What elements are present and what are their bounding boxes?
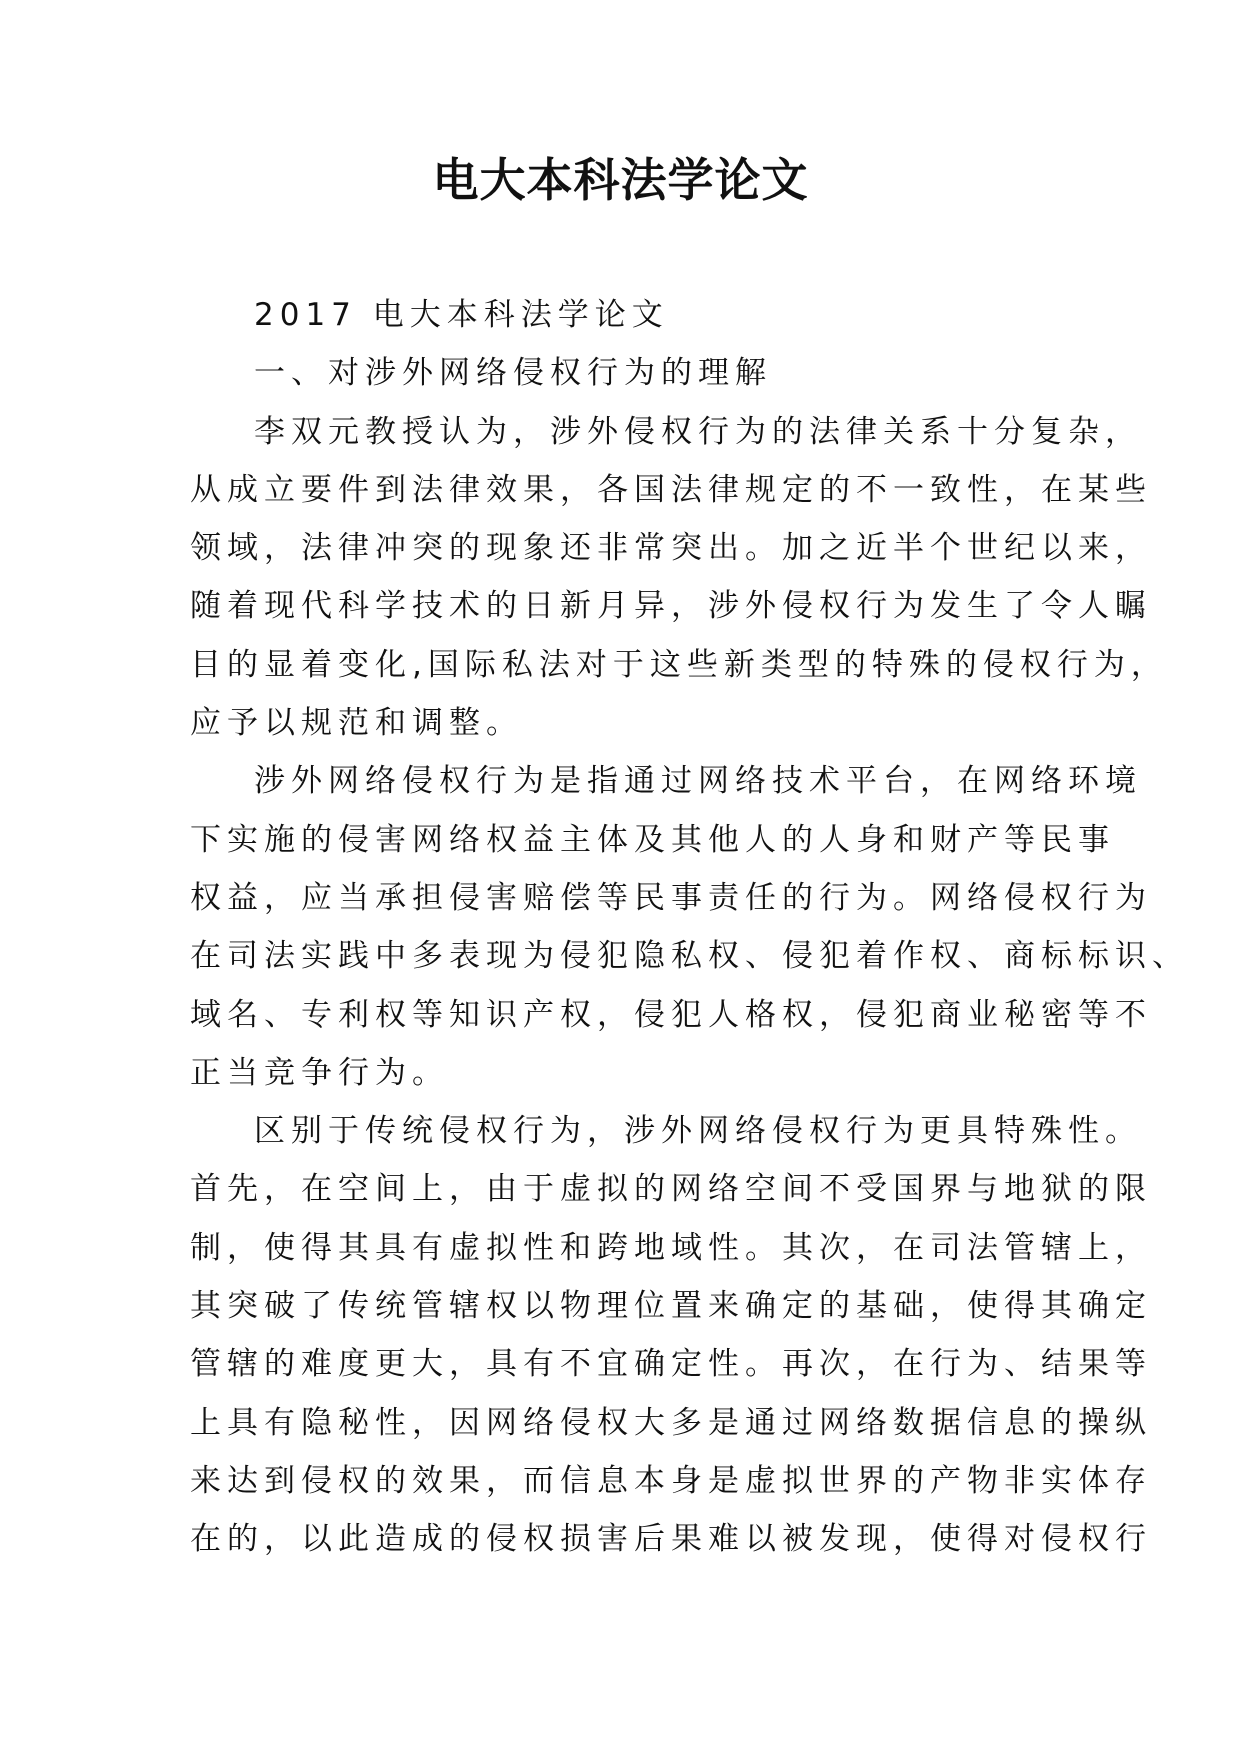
text-line: 应予以规范和调整。 [190,705,523,742]
text-line: 目的显着变化,国际私法对于这些新类型的特殊的侵权行为， [190,646,1168,683]
text-line: 管辖的难度更大，具有不宜确定性。再次，在行为、结果等 [190,1346,1152,1383]
text-line: 涉外网络侵权行为是指通过网络技术平台，在网络环境 [254,763,1142,800]
text-line: 其突破了传统管辖权以物理位置来确定的基础，使得其确定 [190,1288,1152,1325]
text-line: 从成立要件到法律效果，各国法律规定的不一致性，在某些 [190,471,1152,508]
text-line: 李双元教授认为，涉外侵权行为的法律关系十分复杂， [254,413,1142,450]
text-line: 随着现代科学技术的日新月异，涉外侵权行为发生了令人瞩 [190,588,1152,625]
text-line: 下实施的侵害网络权益主体及其他人的人身和财产等民事 [190,821,1115,858]
text-line: 制，使得其具有虚拟性和跨地域性。其次，在司法管辖上， [190,1229,1152,1266]
text-line: 2017 电大本科法学论文 [254,297,669,333]
document-title: 电大本科法学论文 [432,153,809,207]
text-line: 正当竞争行为。 [190,1054,449,1091]
text-line: 域名、专利权等知识产权，侵犯人格权，侵犯商业秘密等不 [190,996,1152,1033]
text-line: 区别于传统侵权行为，涉外网络侵权行为更具特殊性。 [254,1113,1142,1150]
text-line: 一、对涉外网络侵权行为的理解 [254,355,772,392]
text-line: 权益，应当承担侵害赔偿等民事责任的行为。网络侵权行为 [190,879,1152,916]
text-line: 领域，法律冲突的现象还非常突出。加之近半个世纪以来， [190,530,1152,567]
text-line: 在司法实践中多表现为侵犯隐私权、侵犯着作权、商标标识、 [190,938,1189,975]
text-line: 来达到侵权的效果，而信息本身是虚拟世界的产物非实体存 [190,1462,1152,1499]
text-line: 首先，在空间上，由于虚拟的网络空间不受国界与地狱的限 [190,1171,1152,1208]
text-line: 在的，以此造成的侵权损害后果难以被发现，使得对侵权行 [190,1521,1152,1558]
text-line: 上具有隐秘性，因网络侵权大多是通过网络数据信息的操纵 [190,1404,1152,1441]
document-body [190,286,1189,1569]
